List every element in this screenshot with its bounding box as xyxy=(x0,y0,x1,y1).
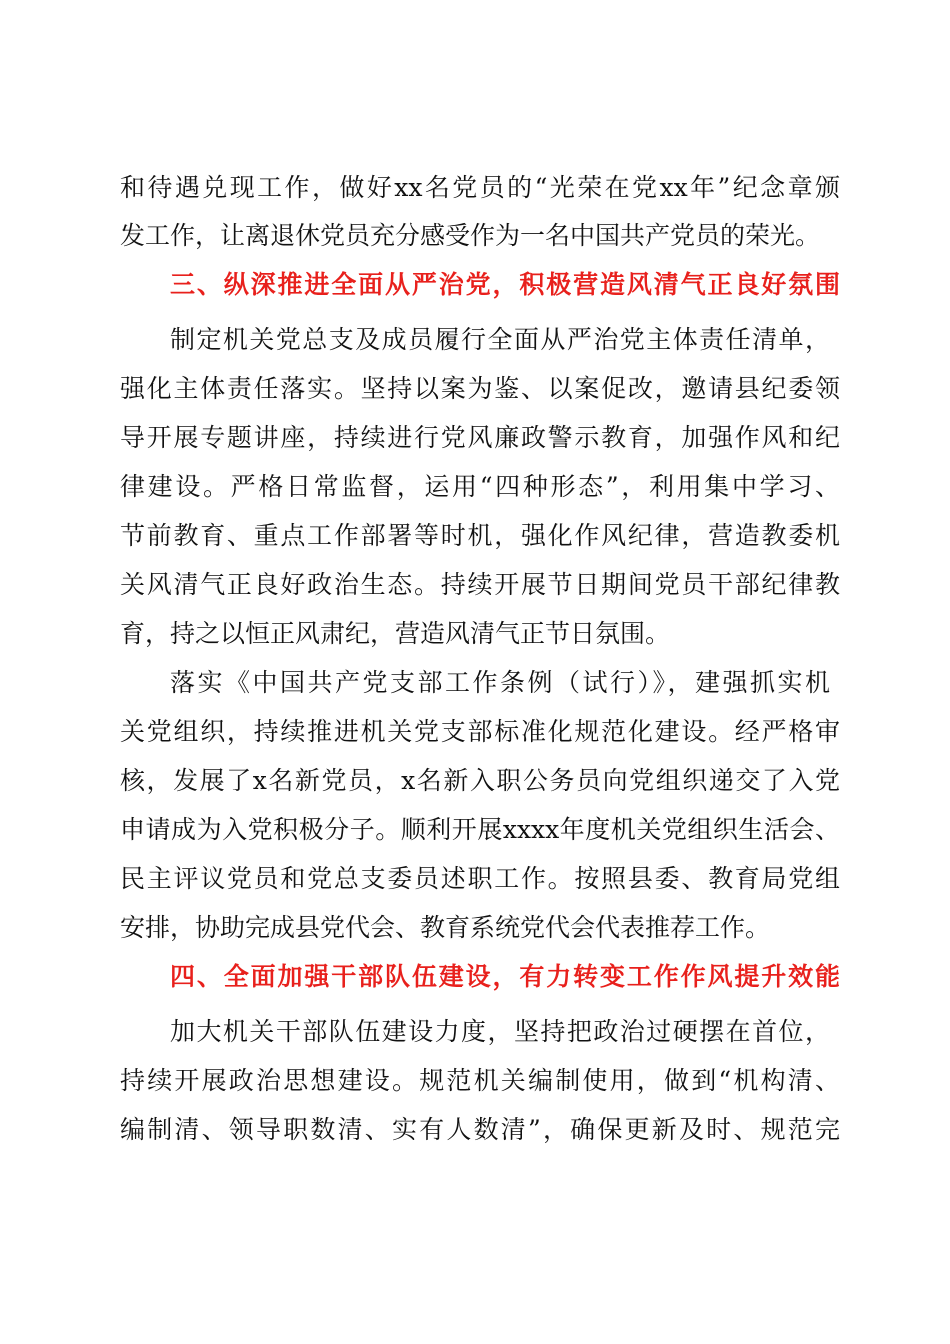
text-line: 制定机关党总支及成员履行全面从严治党主体责任清单， xyxy=(170,325,830,354)
text-line: 节前教育、重点工作部署等时机，强化作风纪律，营造教委机 xyxy=(120,521,840,550)
section-heading-3: 三、纵深推进全面从严治党，积极营造风清气正良好氛围 xyxy=(170,270,840,299)
text-line: 申请成为入党积极分子。顺利开展xxxx年度机关党组织生活会、 xyxy=(120,815,840,844)
text-line: 律建设。严格日常监督，运用“四种形态”，利用集中学习、 xyxy=(120,472,840,501)
text-line: 关党组织，持续推进机关党支部标准化规范化建设。经严格审 xyxy=(120,717,840,746)
text-line: 编制清、领导职数清、实有人数清”，确保更新及时、规范完 xyxy=(120,1115,840,1144)
text-line: 民主评议党员和党总支委员述职工作。按照县委、教育局党组 xyxy=(120,864,840,893)
text-line: 核，发展了x名新党员，x名新入职公务员向党组织递交了入党 xyxy=(120,766,840,795)
section-heading-4: 四、全面加强干部队伍建设，有力转变工作作风提升效能 xyxy=(170,962,840,991)
text-line: 安排，协助完成县党代会、教育系统党代会代表推荐工作。 xyxy=(120,913,771,942)
text-line: 导开展专题讲座，持续进行党风廉政警示教育，加强作风和纪 xyxy=(120,423,840,452)
text-line: 育，持之以恒正风肃纪，营造风清气正节日氛围。 xyxy=(120,619,671,648)
text-line: 持续开展政治思想建设。规范机关编制使用，做到“机构清、 xyxy=(120,1066,840,1095)
text-line: 强化主体责任落实。坚持以案为鉴、以案促改，邀请县纪委领 xyxy=(120,374,840,403)
text-line: 发工作，让离退休党员充分感受作为一名中国共产党员的荣光。 xyxy=(120,221,821,250)
text-line: 关风清气正良好政治生态。持续开展节日期间党员干部纪律教 xyxy=(120,570,840,599)
text-line: 和待遇兑现工作，做好xx名党员的“光荣在党xx年”纪念章颁 xyxy=(120,173,840,202)
text-line: 加大机关干部队伍建设力度，坚持把政治过硬摆在首位， xyxy=(170,1017,830,1046)
text-line: 落实《中国共产党支部工作条例（试行）》，建强抓实机 xyxy=(170,668,830,697)
